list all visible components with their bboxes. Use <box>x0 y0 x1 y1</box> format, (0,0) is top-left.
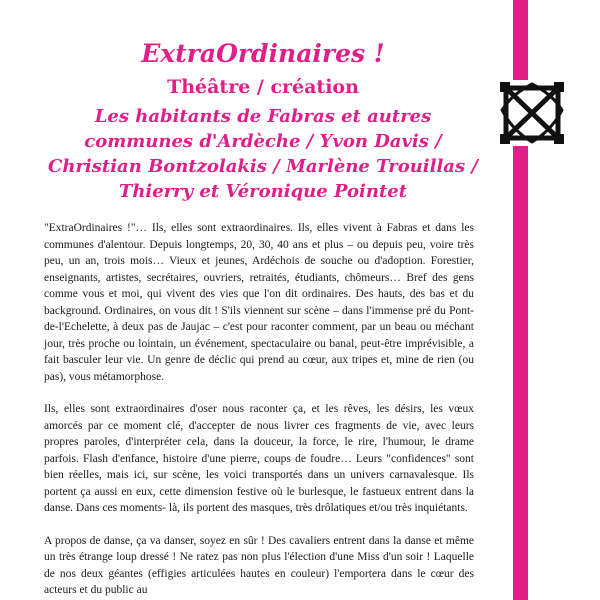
header <box>40 40 486 204</box>
logo <box>498 80 566 146</box>
page-subtitle: Théâtre / création <box>167 76 359 98</box>
paragraph: Ils, elles sont extraordinaires d'oser nous raconter ça, et les rêves, les désirs, les vœux amorcés par ce moment clé, d'accepter de nous livrer ces fragments de vie, avec leurs propres paroles, d'interpréter cela, dans la douceur, la force, le rire, l'humour, le drame parfois. Flash d'enfance, histoire d'une pierre, coups de foudre… Leurs "confidences" sont bien réelles, mais ici, sur scène, les voici transportés dans un univers carnavalesque. Ils portent ça aussi en eux, cette dimension festive où le burlesque, le fastueux entrent dans la danse. Dans ces moments- là, ils portent des masques, très drôlatiques et/ou très inquiétants. <box>44 403 474 514</box>
article-body <box>44 220 474 600</box>
paragraph: "ExtraOrdinaires !"… Ils, elles sont extraordinaires. Ils, elles vivent à Fabras et dans les communes d'alentour. Depuis longtemps, 20, 30, 40 ans et plus – ou depuis peu, voire très peu, un an, trois mois… Vieux et jeunes, Ardéchois de souche ou d'adoption. Forestier, enseignants, artistes, secrétaires, ouvriers, retraités, étudiants, chômeurs… Bref des gens comme vous et moi, qui vivent des vies que l'on dit ordinaires. Des hauts, des bas et du background. Ordinaires, on vous dit ! S'ils viennent sur scène – dans l'immense pré du Pont-de-l'Echelette, à deux pas de Jaujac – c'est pour raconter comment, par un beau ou méchant jour, très proche ou lointain, un événement, spectaculaire ou banal, peut-être imprévisible, a fait basculer leur vie. Un genre de déclic qui prend au cœur, aux tripes et, mine de rien (ou pas), vous métamorphose. <box>44 222 474 383</box>
paragraph: A propos de danse, ça va danser, soyez en sûr ! Des cavaliers entrent dans la danse et même un très étrange loup dressé ! Ne ratez pas non plus l'élection d'une Miss d'un soir ! Laquelle de nos deux géantes (effigies articulées hautes en couleur) l'emportera dans le cœur des acteurs et du public au <box>44 534 474 596</box>
credits: Les habitants de Fabras et autres communes d'Ardèche / Yvon Davis / Christian Bontzolakis / Marlène Trouillas / Thierry et Véronique Pointet <box>48 106 478 202</box>
page-title: ExtraOrdinaires ! <box>141 39 385 68</box>
interlaced-square-knot-icon <box>498 80 566 146</box>
